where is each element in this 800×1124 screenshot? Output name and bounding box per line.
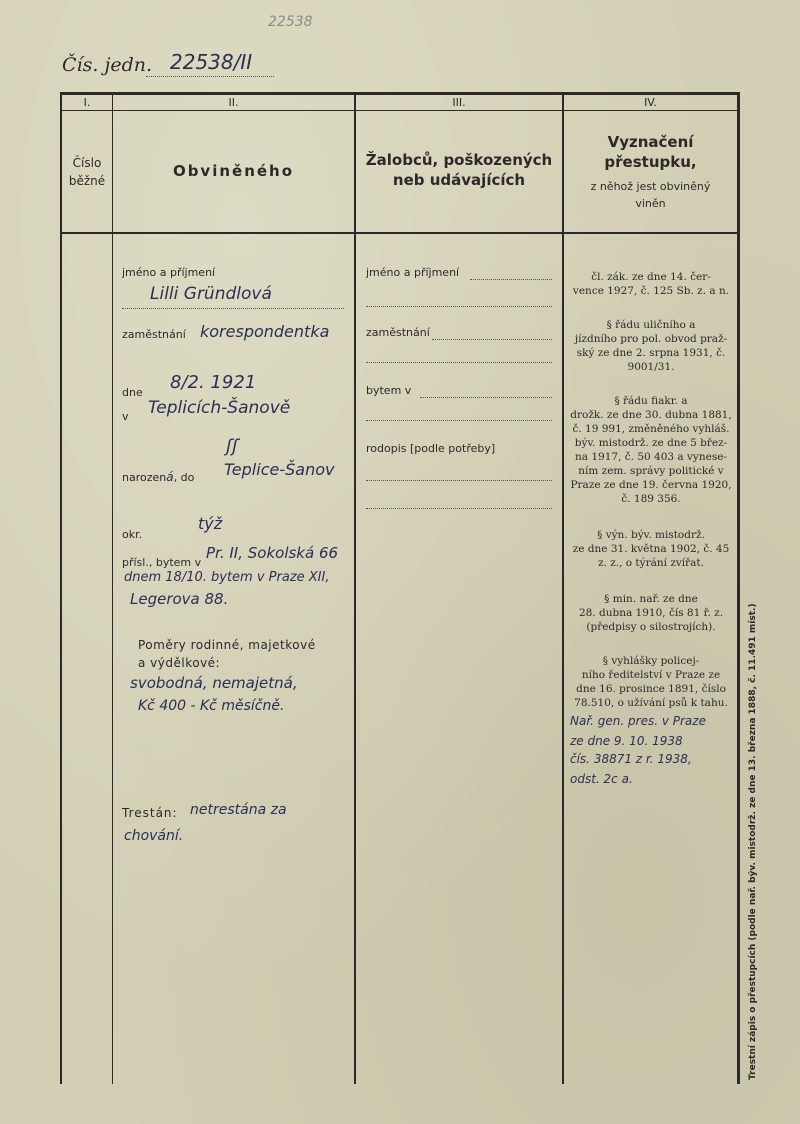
accused-punished-line2: chování. <box>124 828 184 844</box>
col2-title: Obviněného <box>172 162 295 180</box>
offense-block6-line3: dne 16. prosince 1891, číslo <box>576 683 726 695</box>
offense-block6-line2: ního ředitelství v Praze ze <box>581 669 721 681</box>
offense-block3-line4: býv. mistodrž. ze dne 5 břez- <box>574 437 728 449</box>
col1-number: I. <box>83 96 91 109</box>
offense-block3-line2: drožk. ze dne 30. dubna 1881, <box>570 409 732 421</box>
accused-name-dotline <box>122 308 344 309</box>
plaintiff-name-label: jméno a příjmení <box>366 266 460 279</box>
col3-title-line2: neb udávajících <box>392 171 526 189</box>
col2-number: II. <box>228 96 239 109</box>
offense-block-3 <box>566 394 736 506</box>
col1-title-line1: Číslo <box>72 156 102 170</box>
offense-block1-line2: vence 1927, č. 125 Sb. z. a n. <box>572 285 730 297</box>
col4-title-line2: přestupku, <box>604 153 697 171</box>
offense-hand-line3: čís. 38871 z r. 1938, <box>570 752 692 766</box>
accused-residence-line3: Legerova 88. <box>130 590 229 608</box>
accused-date-value: 8/2. 1921 <box>170 372 257 393</box>
col1-title-line2: běžné <box>68 174 106 188</box>
accused-family-line2: Kč 400 - Kč měsíčně. <box>138 698 285 714</box>
col4-number: IV. <box>644 96 657 109</box>
offense-hand-line2: ze dne 9. 10. 1938 <box>570 734 683 748</box>
table-head-bottom-border <box>60 232 740 234</box>
top-scribble: 22538 <box>268 14 313 30</box>
offense-block-1 <box>566 270 736 298</box>
offense-block3-line7: Praze ze dne 19. června 1920, <box>570 479 732 491</box>
offense-block3-line1: § řádu fiakr. a <box>614 395 688 407</box>
offense-block2-line3: ský ze dne 2. srpna 1931, č. <box>576 347 726 359</box>
col4-subtitle <box>564 178 737 212</box>
cis-jedn-value: 22538/II <box>170 50 253 74</box>
col-divider-3 <box>562 92 564 1084</box>
plaintiff-name-dotline2 <box>366 306 552 307</box>
col4-title-line1: Vyznačení <box>607 133 694 151</box>
accused-name-label: jméno a příjmení <box>122 266 216 279</box>
col-divider-2 <box>354 92 356 1084</box>
plaintiff-residence-dotline2 <box>366 420 552 421</box>
accused-date-label: dne <box>122 386 143 399</box>
plaintiff-record-dotline1 <box>366 480 552 481</box>
accused-residence-label: přísl., bytem v <box>122 556 202 569</box>
offense-block-6 <box>566 654 736 710</box>
offense-block1-line1: čl. zák. ze dne 14. čer- <box>591 271 711 283</box>
accused-name-value: Lilli Gründlová <box>150 284 272 304</box>
accused-residence-line1: Pr. II, Sokolská 66 <box>206 544 339 562</box>
plaintiff-occupation-dotline2 <box>366 362 552 363</box>
col4-sub-line2: viněn <box>635 197 666 210</box>
plaintiff-record-label: rodopis [podle potřeby] <box>366 442 496 455</box>
offense-block5-line2: 28. dubna 1910, čís 81 ř. z. <box>578 607 724 619</box>
plaintiff-residence-dotline <box>420 397 552 398</box>
accused-born-mark: ʃʃ <box>226 436 239 457</box>
offense-block4-line2: ze dne 31. května 1902, č. 45 <box>572 543 730 555</box>
offense-hand-line4: odst. 2c a. <box>570 772 633 786</box>
born-label-text: narozen <box>122 471 167 484</box>
accused-place-value: Teplicích-Šanově <box>148 398 291 418</box>
plaintiff-occupation-label: zaměstnání <box>366 326 430 339</box>
offense-block4-line3: z. z., o týrání zvířat. <box>598 557 704 569</box>
accused-residence-line2: dnem 18/10. bytem v Praze XII, <box>124 570 330 585</box>
col3-title-line1: Žalobců, poškozených <box>365 151 553 169</box>
accused-occupation-value: korespondentka <box>200 322 330 341</box>
offense-hand-line1: Nař. gen. pres. v Praze <box>570 714 706 728</box>
plaintiff-name-dotline <box>470 279 552 280</box>
offense-block3-line3: č. 19 991, změněného vyhláš. <box>572 423 730 435</box>
accused-born-label <box>122 470 194 484</box>
accused-family-line1: svobodná, nemajetná, <box>130 674 298 692</box>
accused-district-value: týž <box>198 514 223 533</box>
family-label-line1: Poměry rodinné, majetkové <box>138 638 316 652</box>
table-top-border <box>60 92 740 95</box>
offense-block-4 <box>566 528 736 570</box>
accused-place-prefix: v <box>122 410 129 423</box>
offense-block-5 <box>566 592 736 634</box>
born-to-text: , do <box>173 471 195 484</box>
col3-title <box>356 150 562 190</box>
offense-block-2 <box>566 318 736 374</box>
offense-block2-line4: 9001/31. <box>627 361 675 373</box>
cis-jedn-dotline <box>146 76 274 77</box>
offense-block5-line3: (předpisy o silostrojích). <box>586 621 716 633</box>
born-suffix: á <box>166 470 174 484</box>
plaintiff-occupation-dotline <box>432 339 552 340</box>
offense-block3-line5: na 1917, č. 50 403 a vynese- <box>575 451 727 463</box>
accused-district-label: okr. <box>122 528 143 541</box>
accused-born-to-value: Teplice-Šanov <box>224 460 335 479</box>
accused-family-label <box>138 636 316 672</box>
table-left-border <box>60 92 62 1084</box>
table-right-border <box>737 92 740 1084</box>
offense-block5-line1: § min. nař. ze dne <box>604 593 698 605</box>
offense-block3-line6: ním zem. správy politické v <box>578 465 724 477</box>
offense-block6-line1: § vyhlášky policej- <box>602 655 700 667</box>
family-label-line2: a výdělkové: <box>138 656 221 670</box>
offense-block4-line1: § výn. býv. mistodrž. <box>597 529 705 541</box>
col4-title <box>564 132 737 172</box>
accused-punished-line1: netrestána za <box>190 802 287 818</box>
col3-number: III. <box>452 96 466 109</box>
offense-block6-line4: 78.510, o užívání psů k tahu. <box>574 697 728 709</box>
offense-block3-line8: č. 189 356. <box>621 493 681 505</box>
col4-sub-line1: z něhož jest obviněný <box>590 180 711 193</box>
side-form-caption: Trestní zápis o přestupcích (podle nař. býv. mistodrž. ze dne 13. března 1888, č. 11.491 míst.) <box>748 603 758 1080</box>
accused-occupation-label: zaměstnání <box>122 328 186 341</box>
col1-title <box>62 154 112 190</box>
plaintiff-residence-label: bytem v <box>366 384 412 397</box>
offense-block2-line1: § řádu uličního a <box>606 319 696 331</box>
cis-jedn-label: Čís. jedn. <box>62 54 153 76</box>
col-divider-1 <box>112 92 113 1084</box>
plaintiff-record-dotline2 <box>366 508 552 509</box>
accused-punished-label: Trestán: <box>122 806 178 820</box>
table-subhead-border <box>60 110 740 111</box>
offense-block2-line2: jízdního pro pol. obvod praž- <box>574 333 728 345</box>
